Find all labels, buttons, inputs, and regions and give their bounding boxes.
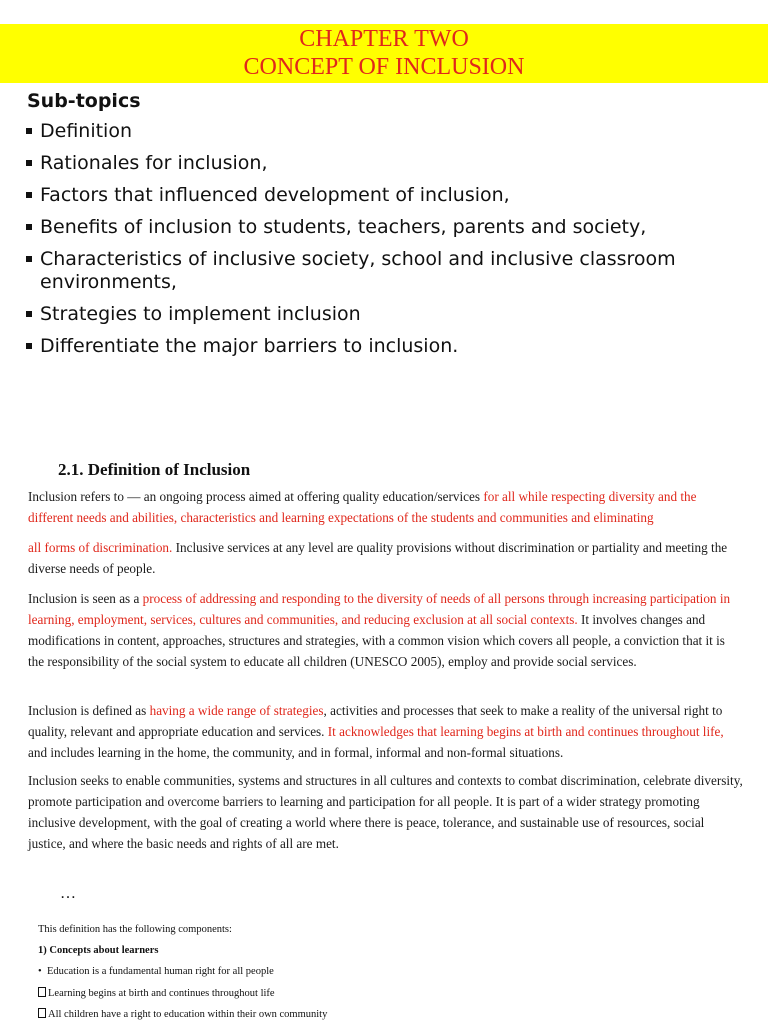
chapter-title: CONCEPT OF INCLUSION	[243, 54, 525, 80]
list-item: Characteristics of inclusive society, school and inclusive classroom environments,	[25, 248, 745, 294]
list-item: Differentiate the major barriers to inclusion.	[25, 335, 745, 358]
checkbox-glyph-icon	[38, 987, 46, 997]
section-title: 2.1. Definition of Inclusion	[58, 460, 251, 479]
chapter-banner	[0, 24, 768, 83]
paragraph-process: Inclusion is seen as a process of addressing and responding to the diversity of needs of all persons through increasing participation in learning, employment, services, cultures and communities, and reducing exclusion at all social contexts. It involves changes and modifications in content, approaches, structures and strategies, with a common vision which covers all people, a conviction that it is the responsibility of the social system to educate all children (UNESCO 2005), employ and provide social services.	[28, 591, 731, 669]
checkbox-glyph-icon	[38, 1008, 46, 1018]
chapter-number: CHAPTER TWO	[299, 26, 469, 52]
components-heading: 1) Concepts about learners	[38, 945, 159, 956]
subtopics-heading: Sub-topics	[27, 90, 141, 112]
paragraph-definition: Inclusion refers to — an ongoing process aimed at offering quality education/services for all while respecting diversity and the different needs and abilities, characteristics and learning expectations of the students and communities and eliminating	[28, 489, 697, 525]
paragraph-definition-cont: all forms of discrimination. Inclusive services at any level are quality provisions without discrimination or partiality and meeting the diverse needs of people.	[28, 540, 728, 576]
list-item: All children have a right to education within their own community	[38, 1008, 327, 1020]
list-item: Benefits of inclusion to students, teachers, parents and society,	[25, 216, 745, 239]
list-item: • Education is a fundamental human right for all people	[38, 966, 274, 977]
square-bullet-icon	[26, 160, 32, 166]
paragraph-strategies: Inclusion is defined as having a wide range of strategies, activities and processes that seek to make a reality of the universal right to quality, relevant and appropriate education and services. It acknowledges that learning begins at birth and continues throughout life, and includes learning in the home, the community, and in formal, informal and non-formal situations.	[28, 703, 724, 760]
square-bullet-icon	[26, 224, 32, 230]
subtopics-list	[25, 120, 745, 367]
square-bullet-icon	[26, 311, 32, 317]
list-item: Factors that influenced development of inclusion,	[25, 184, 745, 207]
paragraph-goals: Inclusion seeks to enable communities, systems and structures in all cultures and contexts to combat discrimination, celebrate diversity, promote participation and overcome barriers to learning and participation for all people. It is part of a wider strategy promoting inclusive development, with the goal of creating a world where there is peace, tolerance, and sustainable use of resources, social justice, and where the basic needs and rights of all are met.	[28, 773, 743, 851]
ellipsis: …	[60, 885, 76, 902]
components-intro: This definition has the following components:	[38, 924, 232, 935]
list-item: Strategies to implement inclusion	[25, 303, 745, 326]
square-bullet-icon	[26, 343, 32, 349]
square-bullet-icon	[26, 256, 32, 262]
list-item: Rationales for inclusion,	[25, 152, 745, 175]
list-item: Definition	[25, 120, 745, 143]
list-item: Learning begins at birth and continues throughout life	[38, 987, 275, 999]
square-bullet-icon	[26, 128, 32, 134]
square-bullet-icon	[26, 192, 32, 198]
